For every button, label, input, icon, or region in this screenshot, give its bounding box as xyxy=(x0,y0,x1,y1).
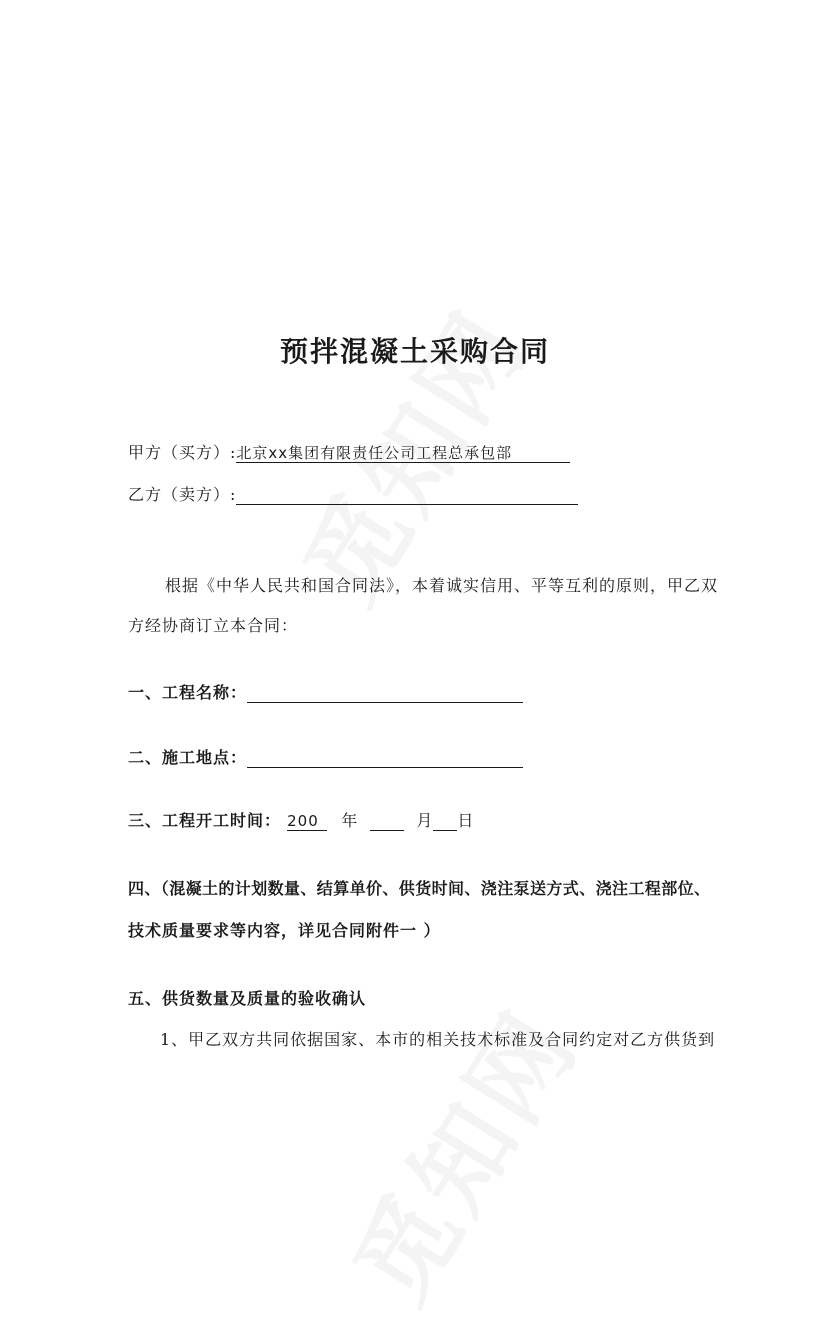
section-3-month-blank xyxy=(370,812,404,831)
section-1-line xyxy=(128,680,523,703)
section-1-label: 一、工程名称： xyxy=(128,683,248,702)
section-3-day-unit: 日 xyxy=(457,811,475,830)
party-b-line xyxy=(128,482,578,505)
section-5-item-1: 1、甲乙双方共同依据国家、本市的相关技术标准及合同约定对乙方供货到 xyxy=(160,1030,716,1049)
intro-line-2: 方经协商订立本合同： xyxy=(128,616,299,635)
section-1-blank xyxy=(247,684,523,703)
section-2-line xyxy=(128,745,523,768)
section-3-year-unit: 年 xyxy=(341,811,359,830)
section-2-label: 二、施工地点： xyxy=(128,748,248,767)
section-4-line-2: 技术质量要求等内容，详见合同附件一 ） xyxy=(128,921,441,940)
party-a-value: 北京xx集团有限责任公司工程总承包部 xyxy=(236,444,570,463)
party-a-label: 甲方（买方）: xyxy=(128,443,237,462)
party-b-blank xyxy=(236,486,578,505)
section-3-year-value: 200 xyxy=(287,812,327,831)
section-3-month-unit: 月 xyxy=(416,811,434,830)
section-3-label: 三、工程开工时间： xyxy=(128,811,282,830)
party-a-line xyxy=(128,440,570,463)
section-4-line-1: 四、（混凝土的计划数量、结算单价、供货时间、浇注泵送方式、浇注工程部位、 xyxy=(128,879,711,898)
section-3-day-blank xyxy=(433,812,457,831)
intro-line-1: 根据《中华人民共和国合同法》，本着诚实信用、平等互利的原则，甲乙双 xyxy=(165,576,719,595)
section-2-blank xyxy=(247,749,523,768)
section-5-heading: 五、供货数量及质量的验收确认 xyxy=(128,989,367,1008)
section-3-line xyxy=(128,808,474,831)
document-title: 预拌混凝土采购合同 xyxy=(279,335,550,368)
party-b-label: 乙方（卖方）: xyxy=(128,485,237,504)
